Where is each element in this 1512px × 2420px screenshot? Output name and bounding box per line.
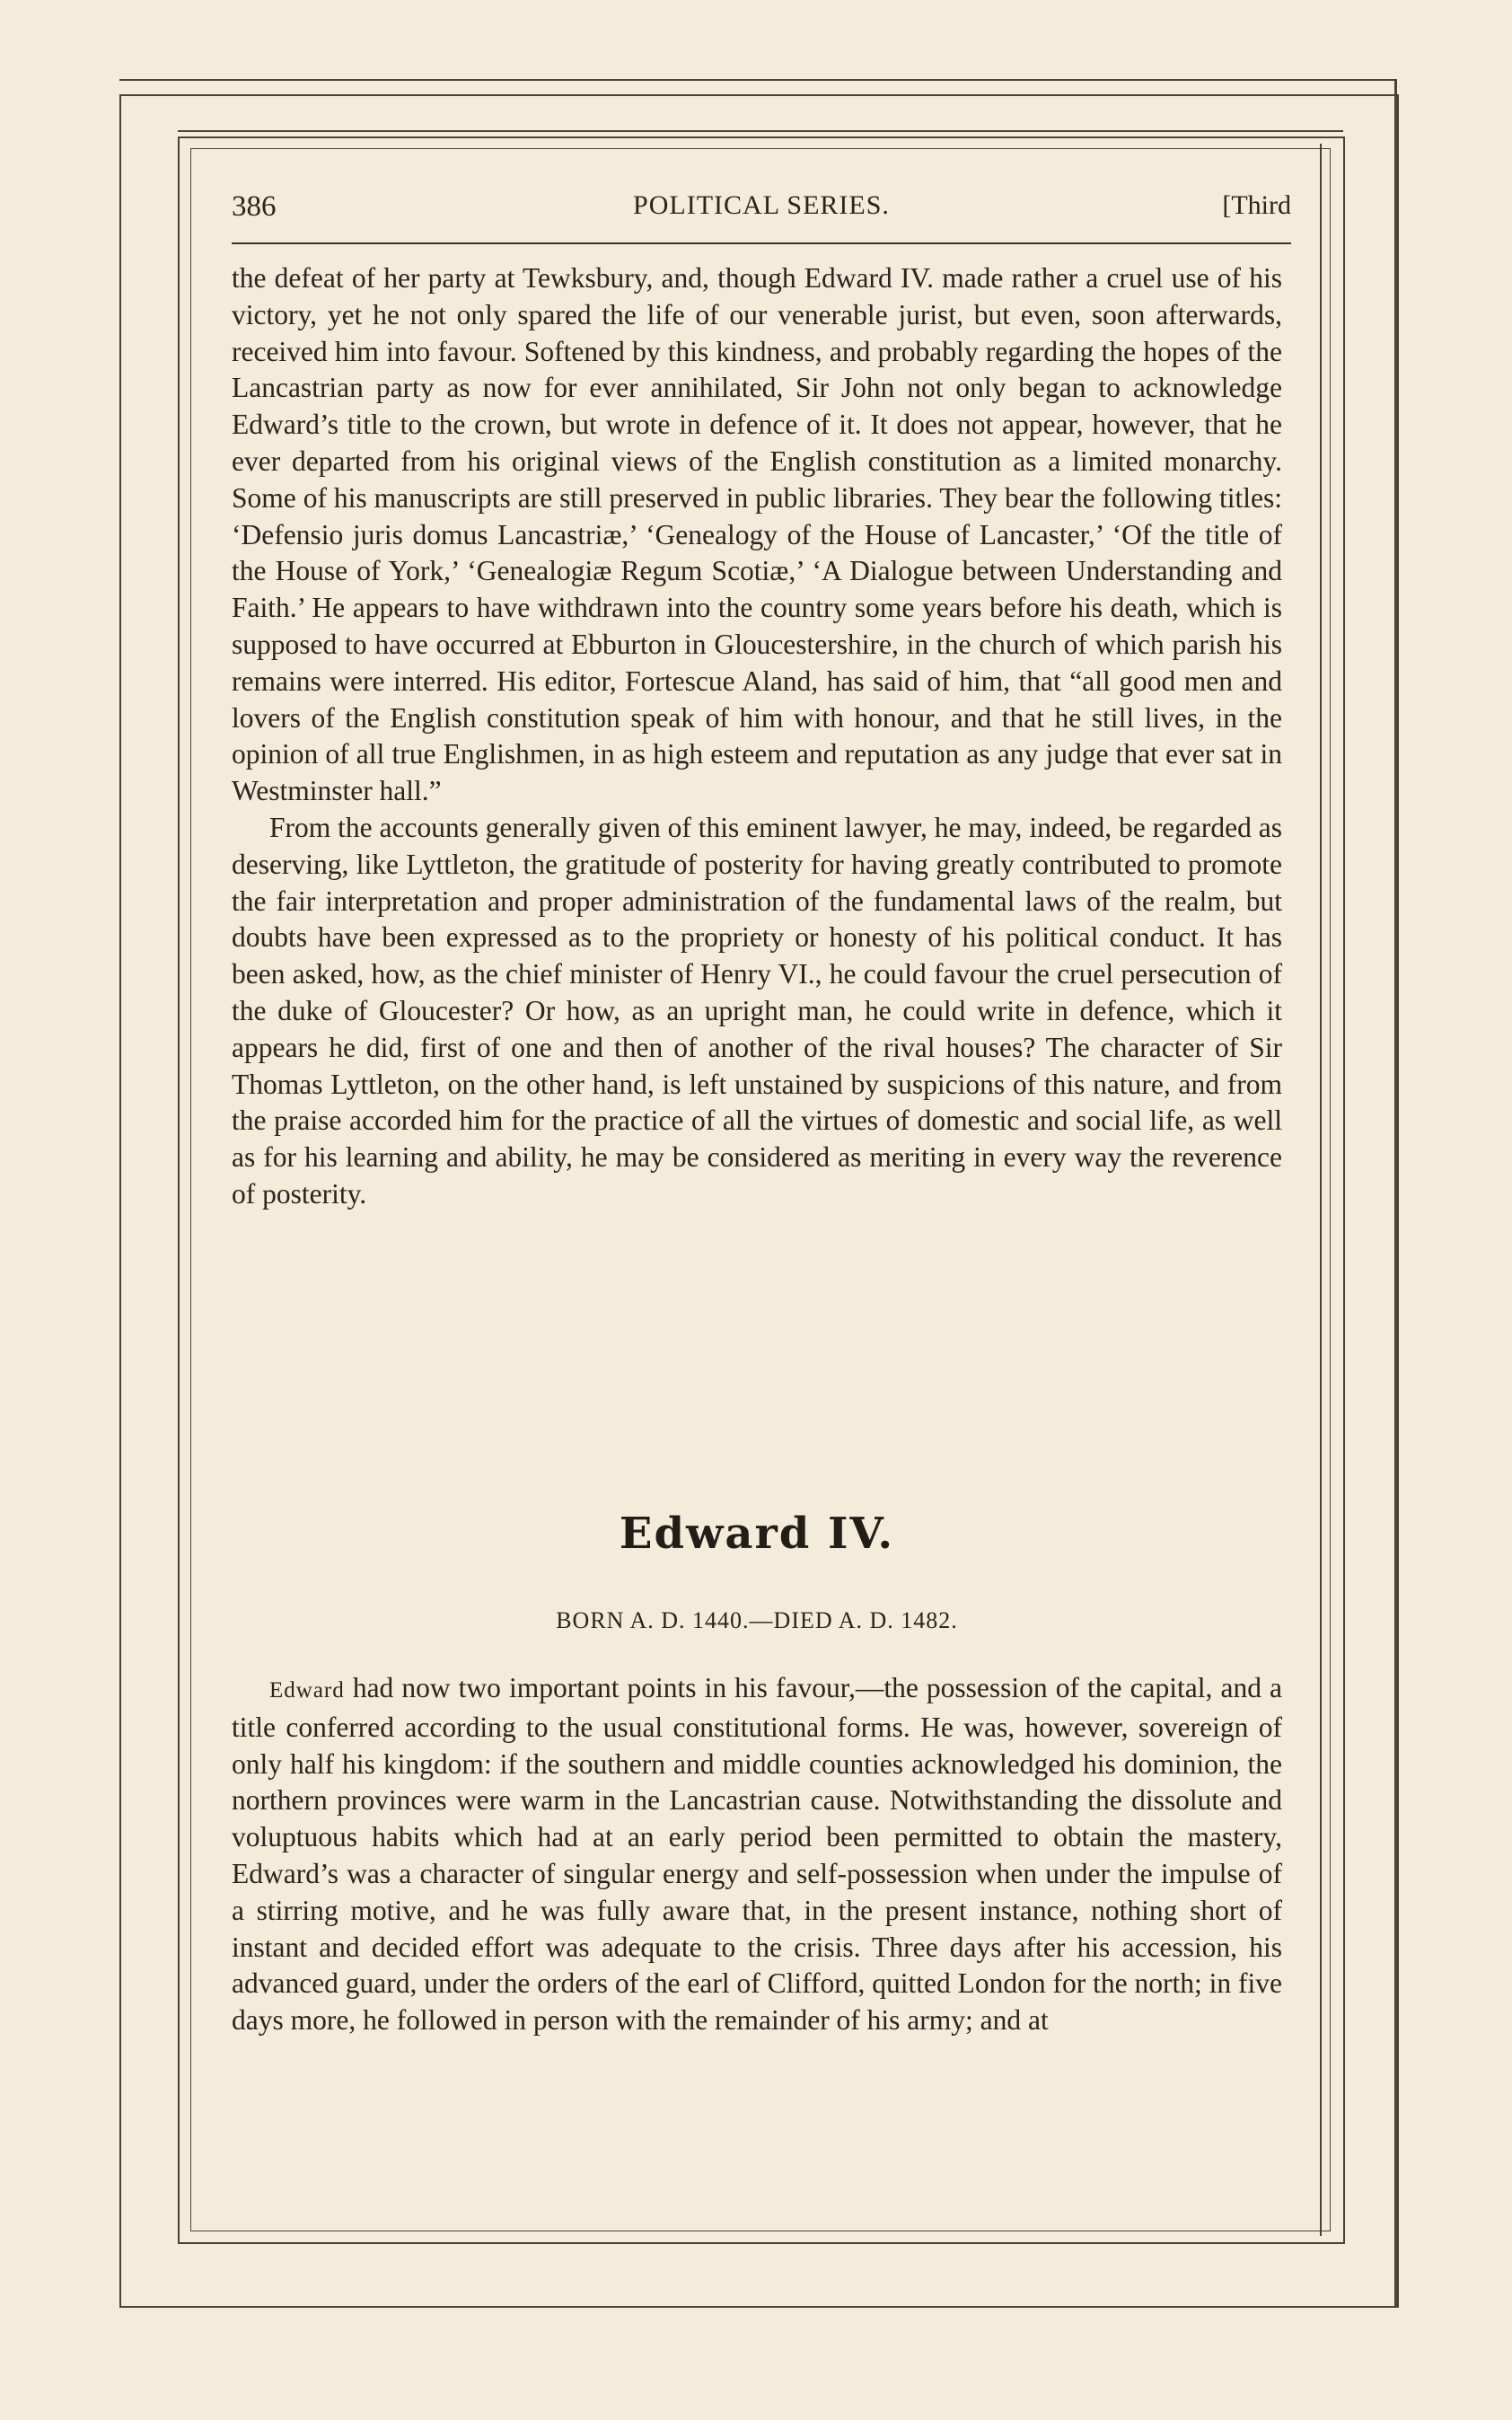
middle-border-top <box>178 130 1343 132</box>
series-title: POLITICAL SERIES. <box>633 190 890 220</box>
paragraph-edward <box>232 1670 1282 2039</box>
outer-border-top <box>119 79 1396 81</box>
paragraph-edward-text: had now two important points in his favour,—the possession of the capital, and a title conferred according to the usual constitutional forms. He was, however, sovereign of only half his kingdom: if the southern and middle counties acknowledged his dominion, the northern provinces were warm in the Lancastrian cause. Notwithstanding the dissolute and voluptuous habits which had at an early period been permitted to obtain the mastery, Edward’s was a character of singular energy and self-possession when under the impulse of a stirring motive, and he was fully aware that, in the present instance, nothing short of instant and decided effort was adequate to the crisis. Three days after his accession, his advanced guard, under the orders of the earl of Clifford, quitted London for the north; in five days more, he followed in person with the remainder of his army; and at <box>232 1672 1282 2037</box>
inner-border-right <box>1320 144 1322 2236</box>
section-dates: BORN A. D. 1440.—DIED A. D. 1482. <box>556 1607 958 1633</box>
section-heading: Edward IV. <box>619 1509 895 1559</box>
page-number: 386 <box>232 190 277 223</box>
body-text-top <box>232 260 1282 1213</box>
paragraph-lead-word: Edward <box>269 1678 345 1703</box>
header-rule <box>232 242 1291 244</box>
running-head <box>232 190 1291 235</box>
paragraph-fortescue-conclusion: the defeat of her party at Tewksbury, and, though Edward IV. made rather a cruel use of his victory, yet he not only spared the life of our venerable jurist, but even, soon afterwards, received him into favour. Softened by this kindness, and probably regarding the hopes of the Lancastrian party as now for ever annihilated, Sir John not only began to acknowledge Edward’s title to the crown, but wrote in defence of it. It does not appear, however, that he ever departed from his original views of the English constitution as a limited monarchy. Some of his manuscripts are still preserved in public libraries. They bear the following titles: ‘Defensio juris domus Lancastriæ,’ ‘Genealogy of the House of Lancaster,’ ‘Of the title of the House of York,’ ‘Genealogiæ Regum Scotiæ,’ ‘A Dialogue between Understanding and Faith.’ He appears to have withdrawn into the country some years before his death, which is supposed to have occurred at Ebburton in Gloucestershire, in the church of which parish his remains were interred. His editor, Fortescue Aland, has said of him, that “all good men and lovers of the English constitution speak of him with honour, and that he still lives, in the opinion of all true Englishmen, in as high esteem and reputation as any judge that ever sat in Westminster hall.” <box>232 262 1282 807</box>
section-reference: [Third <box>1222 190 1291 220</box>
paragraph-fortescue-assessment: From the accounts generally given of this eminent lawyer, he may, indeed, be regarded as deserving, like Lyttleton, the gratitude of posterity for having greatly contributed to promote the fair interpretation and proper administration of the fundamental laws of the realm, but doubts have been expressed as to the propriety or honesty of his political conduct. It has been asked, how, as the chief minister of Henry VI., he could favour the cruel persecution of the duke of Gloucester? Or how, as an upright man, he could write in defence, which it appears he did, first of one and then of another of the rival houses? The character of Sir Thomas Lyttleton, on the other hand, is left unstained by suspicions of this nature, and from the praise accorded him for the practice of all the virtues of domestic and social life, as well as for his learning and ability, he may be considered as meriting in every way the reverence of posterity. <box>232 811 1282 1210</box>
body-text-edward <box>232 1670 1282 2039</box>
